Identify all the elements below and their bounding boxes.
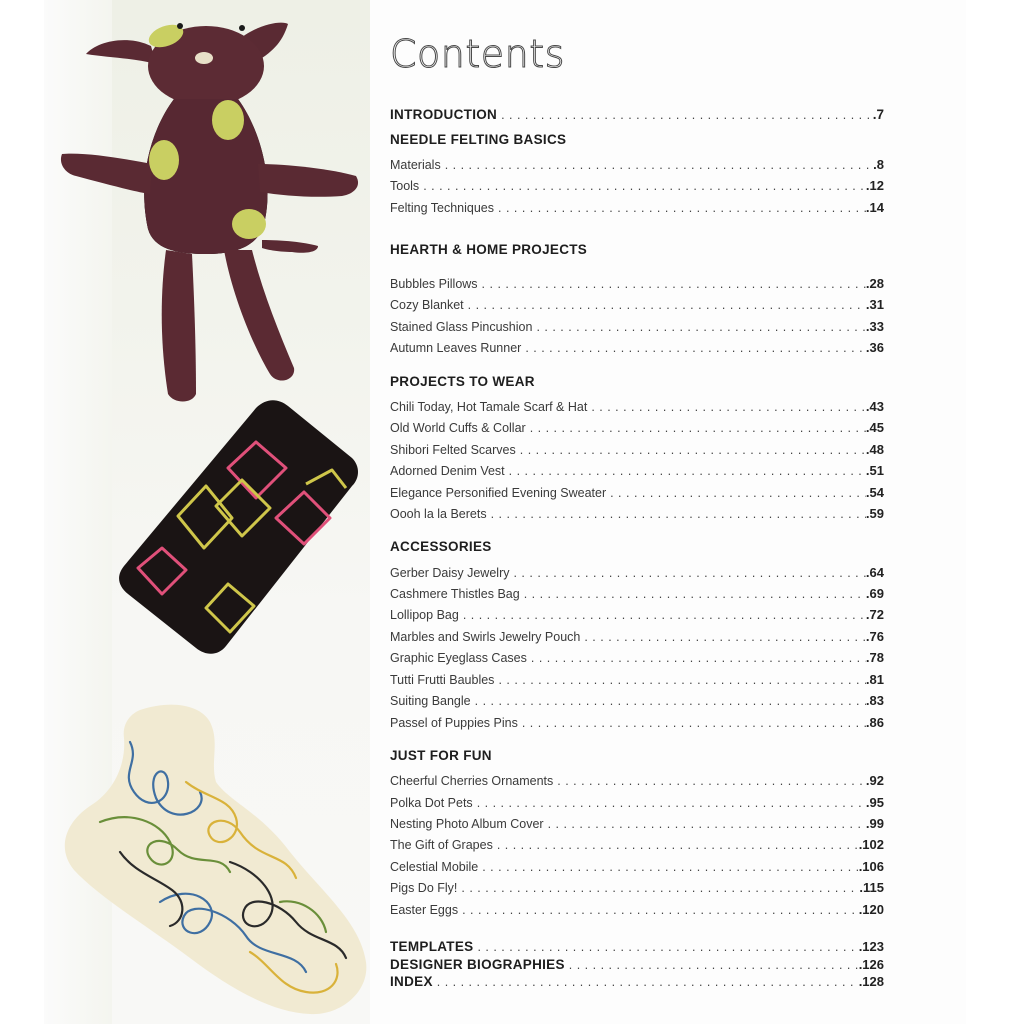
- toc-entry-page: .81: [865, 672, 884, 687]
- dot-leader: [475, 694, 866, 708]
- toc-entry-label: Graphic Eyeglass Cases: [390, 651, 527, 665]
- dot-leader: [477, 940, 858, 954]
- toc-entry[interactable]: [390, 399, 884, 414]
- toc-entry[interactable]: [390, 297, 884, 312]
- page-margin-left: [0, 0, 44, 1024]
- toc-entry[interactable]: [390, 586, 884, 601]
- toc-entry-page: .36: [865, 340, 884, 355]
- toc-entry-label: TEMPLATES: [390, 939, 474, 954]
- toc-entry[interactable]: [390, 795, 884, 810]
- toc-entry-label: Shibori Felted Scarves: [390, 443, 516, 457]
- toc-entry[interactable]: [390, 816, 884, 831]
- toc-entry-label: Old World Cuffs & Collar: [390, 421, 526, 435]
- toc-entry-label: Elegance Personified Evening Sweater: [390, 486, 607, 500]
- dot-leader: [463, 608, 866, 622]
- toc-entry-page: .54: [865, 485, 884, 500]
- toc-entry-page: .120: [858, 902, 884, 917]
- section-heading-needle-felting-basics: NEEDLE FELTING BASICS: [390, 132, 567, 147]
- dog-body: [61, 23, 358, 402]
- dot-leader: [525, 341, 866, 355]
- toc-entry-designer-biographies[interactable]: [390, 957, 884, 972]
- toc-entry[interactable]: [390, 485, 884, 500]
- toc-entry[interactable]: [390, 506, 884, 521]
- white-felted-scarf-photo: [60, 702, 372, 1018]
- section-heading-accessories: ACCESSORIES: [390, 539, 492, 554]
- dot-leader: [477, 796, 866, 810]
- toc-entry-page: .64: [865, 565, 884, 580]
- toc-entry[interactable]: [390, 715, 884, 730]
- toc-entry-page: .126: [858, 957, 884, 972]
- toc-entry[interactable]: [390, 319, 884, 334]
- toc-entry[interactable]: [390, 880, 884, 895]
- dot-leader: [520, 443, 866, 457]
- toc-entry-page: .43: [865, 399, 884, 414]
- toc-entry-page: .33: [865, 319, 884, 334]
- toc-entry-page: .8: [873, 157, 884, 172]
- toc-entry-label: Cashmere Thistles Bag: [390, 587, 520, 601]
- toc-entry-label: INTRODUCTION: [390, 107, 498, 122]
- page-margin-right: [966, 0, 1024, 1024]
- dot-leader: [445, 158, 873, 172]
- dot-leader: [548, 817, 866, 831]
- toc-entry-label: Tools: [390, 179, 420, 193]
- dot-leader: [536, 320, 865, 334]
- dot-leader: [491, 507, 866, 521]
- toc-entry-label: Easter Eggs: [390, 903, 459, 917]
- dot-leader: [497, 838, 859, 852]
- toc-entry[interactable]: [390, 463, 884, 478]
- toc-entry[interactable]: [390, 672, 884, 687]
- dot-leader: [462, 903, 859, 917]
- toc-entry-label: Lollipop Bag: [390, 608, 459, 622]
- toc-entry-label: Celestial Mobile: [390, 860, 479, 874]
- toc-entry-label: Nesting Photo Album Cover: [390, 817, 544, 831]
- toc-entry-label: Cheerful Cherries Ornaments: [390, 774, 554, 788]
- dot-leader: [498, 201, 866, 215]
- toc-entry-page: .115: [859, 880, 884, 895]
- toc-entry-page: .123: [858, 939, 884, 954]
- toc-entry-page: .48: [865, 442, 884, 457]
- dot-leader: [423, 179, 866, 193]
- toc-entry[interactable]: [390, 442, 884, 457]
- toc-entry[interactable]: [390, 902, 884, 917]
- dot-leader: [501, 108, 873, 122]
- scarf-body: [65, 705, 367, 1014]
- toc-entry-page: .86: [865, 715, 884, 730]
- toc-entry-page: .12: [865, 178, 884, 193]
- toc-entry-label: Cozy Blanket: [390, 298, 464, 312]
- dot-leader: [482, 860, 858, 874]
- black-felted-case-photo: [116, 398, 362, 656]
- toc-entry-label: Suiting Bangle: [390, 694, 471, 708]
- toc-entry-page: .106: [858, 859, 884, 874]
- toc-entry-page: .95: [865, 795, 884, 810]
- toc-entry-label: Adorned Denim Vest: [390, 464, 505, 478]
- toc-entry-label: Tutti Frutti Baubles: [390, 673, 495, 687]
- toc-entry-page: .128: [858, 974, 884, 989]
- dot-leader: [461, 881, 859, 895]
- toc-entry-label: Stained Glass Pincushion: [390, 320, 533, 334]
- toc-entry-label: Marbles and Swirls Jewelry Pouch: [390, 630, 581, 644]
- toc-entry-page: .92: [865, 773, 884, 788]
- toc-entry-page: .69: [865, 586, 884, 601]
- toc-entry-label: Passel of Puppies Pins: [390, 716, 518, 730]
- toc-entry-label: DESIGNER BIOGRAPHIES: [390, 957, 565, 972]
- section-heading-just-for-fun: JUST FOR FUN: [390, 748, 492, 763]
- toc-entry-introduction[interactable]: [390, 107, 884, 122]
- toc-entry[interactable]: [390, 650, 884, 665]
- toc-entry[interactable]: [390, 276, 884, 291]
- toc-entry-page: .7: [872, 107, 884, 122]
- toc-entry-label: Materials: [390, 158, 441, 172]
- dot-leader: [557, 774, 866, 788]
- toc-entry-label: Oooh la la Berets: [390, 507, 487, 521]
- toc-entry-label: Autumn Leaves Runner: [390, 341, 522, 355]
- toc-entry-templates[interactable]: [390, 939, 884, 954]
- dot-leader: [610, 486, 866, 500]
- toc-entry-page: .102: [858, 837, 884, 852]
- dot-leader: [468, 298, 866, 312]
- dot-leader: [569, 958, 859, 972]
- toc-entry[interactable]: [390, 565, 884, 580]
- toc-entry[interactable]: [390, 773, 884, 788]
- toc-entry[interactable]: [390, 837, 884, 852]
- toc-entry-label: Pigs Do Fly!: [390, 881, 458, 895]
- toc-entry[interactable]: [390, 859, 884, 874]
- toc-entry-label: Felting Techniques: [390, 201, 495, 215]
- dot-leader: [437, 975, 859, 989]
- felted-dog-toy-photo: [56, 14, 366, 406]
- dot-leader: [524, 587, 866, 601]
- dot-leader: [522, 716, 866, 730]
- toc-entry-page: .59: [865, 506, 884, 521]
- toc-entry-page: .45: [865, 420, 884, 435]
- toc-entry-page: .14: [865, 200, 884, 215]
- toc-entry[interactable]: [390, 629, 884, 644]
- section-heading-hearth-home-projects: HEARTH & HOME PROJECTS: [390, 242, 588, 257]
- toc-entry[interactable]: [390, 200, 884, 215]
- dot-leader: [584, 630, 866, 644]
- dot-leader: [482, 277, 866, 291]
- dot-leader: [530, 421, 866, 435]
- dot-leader: [531, 651, 866, 665]
- toc-entry-page: .51: [865, 463, 884, 478]
- toc-entry-page: .83: [865, 693, 884, 708]
- toc-entry-page: .28: [865, 276, 884, 291]
- toc-entry[interactable]: [390, 157, 884, 172]
- toc-entry[interactable]: [390, 178, 884, 193]
- section-heading-projects-to-wear: PROJECTS TO WEAR: [390, 374, 535, 389]
- dot-leader: [498, 673, 865, 687]
- toc-entry-page: .72: [865, 607, 884, 622]
- toc-entry-page: .78: [865, 650, 884, 665]
- toc-entry[interactable]: [390, 340, 884, 355]
- toc-entry-index[interactable]: [390, 974, 884, 989]
- toc-entry-label: INDEX: [390, 974, 433, 989]
- dot-leader: [509, 464, 866, 478]
- toc-entry-page: .31: [865, 297, 884, 312]
- toc-entry[interactable]: [390, 420, 884, 435]
- toc-entry-label: Gerber Daisy Jewelry: [390, 566, 510, 580]
- toc-entry-label: Bubbles Pillows: [390, 277, 478, 291]
- toc-entry[interactable]: [390, 607, 884, 622]
- toc-entry-label: Polka Dot Pets: [390, 796, 473, 810]
- dot-leader: [513, 566, 865, 580]
- toc-entry-page: .76: [865, 629, 884, 644]
- toc-entry-page: .99: [865, 816, 884, 831]
- toc-entry-label: Chili Today, Hot Tamale Scarf & Hat: [390, 400, 588, 414]
- page-title: Contents: [390, 32, 565, 76]
- dot-leader: [591, 400, 866, 414]
- toc-entry[interactable]: [390, 693, 884, 708]
- toc-entry-label: The Gift of Grapes: [390, 838, 493, 852]
